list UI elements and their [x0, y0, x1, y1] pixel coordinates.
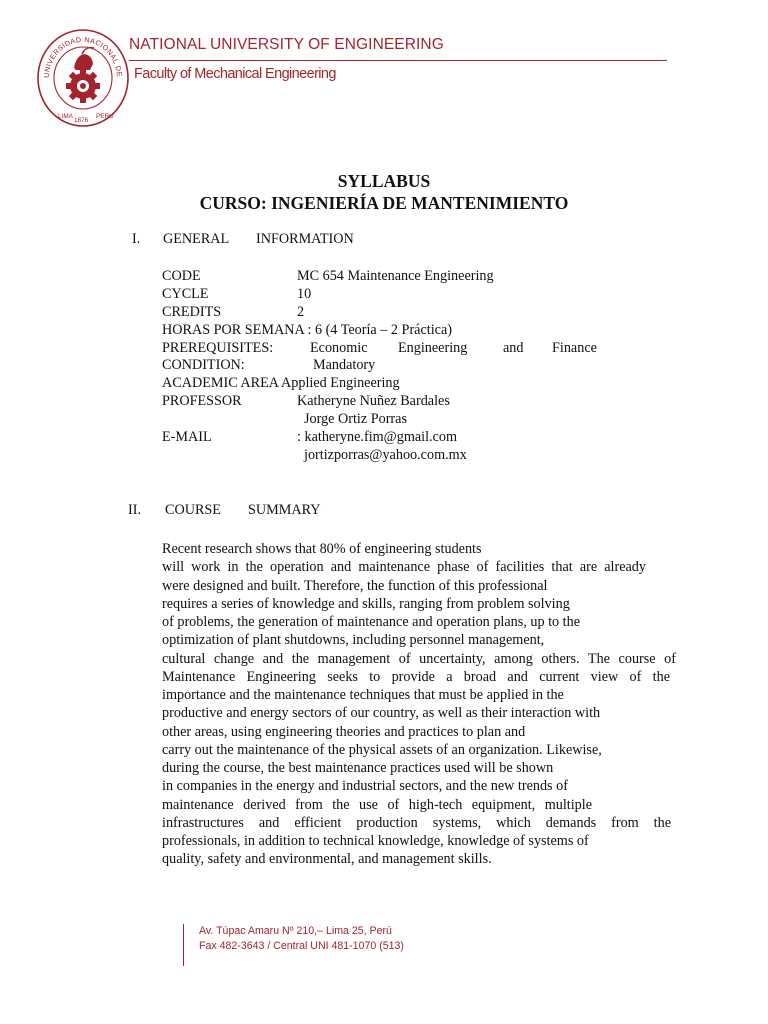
footer-address: Av. Túpac Amaru Nº 210,– Lima 25, Perú: [199, 925, 392, 937]
footer-phone: Fax 482-3643 / Central UNI 481-1070 (513): [199, 940, 404, 952]
section-heading-word: GENERAL: [163, 231, 230, 247]
paragraph-line: quality, safety and environmental, and management skills.: [162, 851, 492, 868]
section-course-summary-heading: [0, 502, 768, 520]
paragraph-line: carry out the maintenance of the physical assets of an organization. Likewise,: [162, 741, 602, 758]
field-label: PREREQUISITES:: [162, 340, 274, 356]
field-professor: [0, 393, 768, 411]
paragraph-line: professionals, in addition to technical knowledge, knowledge of systems of: [162, 833, 589, 849]
field-line: ACADEMIC AREA Applied Engineering: [162, 375, 400, 391]
field-email-2: [0, 447, 768, 465]
field-value: Katheryne Nuñez Bardales: [297, 393, 450, 409]
seal-left-text: LIMA: [58, 113, 73, 120]
field-value: Mandatory: [313, 357, 376, 373]
field-value: jortizporras@yahoo.com.mx: [304, 447, 467, 463]
paragraph-line: will work in the operation and maintenance phase of facilities that are already: [162, 559, 646, 576]
field-label: CYCLE: [162, 286, 209, 302]
field-value-word: Engineering: [398, 340, 468, 356]
field-label: E-MAIL: [162, 429, 212, 445]
helmet-icon: [74, 54, 93, 70]
footer-divider: [183, 924, 184, 966]
field-label: CONDITION:: [162, 357, 245, 373]
field-value: Jorge Ortiz Porras: [304, 411, 407, 427]
seal-right-text: PERU: [96, 113, 114, 120]
field-value: : katheryne.fim@gmail.com: [297, 429, 458, 445]
field-cycle: [0, 286, 768, 304]
paragraph-line: of problems, the generation of maintenance and operation plans, up to the: [162, 614, 581, 630]
document-title: SYLLABUS: [337, 171, 431, 191]
section-heading-word: COURSE: [165, 502, 221, 518]
section-heading-word: SUMMARY: [248, 502, 321, 518]
paragraph-line: during the course, the best maintenance practices used will be shown: [162, 760, 554, 776]
university-name: NATIONAL UNIVERSITY OF ENGINEERING: [129, 36, 444, 53]
header-divider: [129, 60, 667, 61]
section-numeral: II.: [128, 502, 141, 518]
field-value: MC 654 Maintenance Engineering: [297, 268, 494, 284]
paragraph-line: importance and the maintenance techniques that must be applied in the: [162, 687, 564, 703]
seal-outer-text: UNIVERSIDAD NACIONAL DE: [41, 34, 125, 79]
paragraph-line: were designed and built. Therefore, the function of this professional: [162, 577, 548, 594]
section-numeral: I.: [132, 231, 141, 247]
section-heading-word: INFORMATION: [256, 231, 354, 247]
field-label: PROFESSOR: [162, 393, 242, 409]
field-condition: [0, 357, 768, 375]
paragraph-line: other areas, using engineering theories and practices to plan and: [162, 723, 526, 740]
section-general-information-heading: [0, 231, 768, 249]
field-professor-2: [0, 411, 768, 429]
field-credits: [0, 304, 768, 322]
field-hours-per-week: [0, 322, 768, 340]
course-title: CURSO: INGENIERÍA DE MANTENIMIENTO: [199, 193, 569, 213]
paragraph-line: cultural change and the management of uncertainty, among others. The course of: [162, 650, 676, 667]
field-email: [0, 429, 768, 447]
paragraph-line: maintenance derived from the use of high-tech equipment, multiple: [162, 796, 592, 813]
faculty-name: Faculty of Mechanical Engineering: [134, 66, 336, 82]
paragraph-line: Recent research shows that 80% of engineering students: [162, 541, 482, 557]
seal-year: 1876: [74, 117, 89, 124]
field-code: [0, 268, 768, 286]
field-line: HORAS POR SEMANA : 6 (4 Teoría – 2 Práctica): [162, 322, 452, 338]
field-value-word: and: [503, 340, 524, 356]
field-academic-area: [0, 375, 768, 393]
paragraph-line: in companies in the energy and industrial sectors, and the new trends of: [162, 778, 568, 795]
university-seal: [36, 24, 130, 128]
paragraph-line: requires a series of knowledge and skills, ranging from problem solving: [162, 595, 570, 612]
field-prerequisites: [0, 340, 768, 358]
field-label: CREDITS: [162, 304, 222, 320]
paragraph-line: productive and energy sectors of our country, as well as their interaction with: [162, 705, 601, 722]
field-value-word: Economic: [310, 340, 368, 356]
course-summary-paragraph: [162, 540, 676, 869]
paragraph-line: infrastructures and efficient production systems, which demands from the: [162, 814, 671, 831]
field-label: CODE: [162, 268, 201, 284]
field-value: 2: [297, 304, 305, 320]
seal-graphic: [36, 24, 130, 128]
paragraph-line: Maintenance Engineering seeks to provide a broad and current view of the: [162, 668, 670, 685]
paragraph-line: optimization of plant shutdowns, including personnel management,: [162, 632, 545, 649]
field-value-word: Finance: [552, 340, 597, 356]
field-value: 10: [297, 286, 312, 302]
